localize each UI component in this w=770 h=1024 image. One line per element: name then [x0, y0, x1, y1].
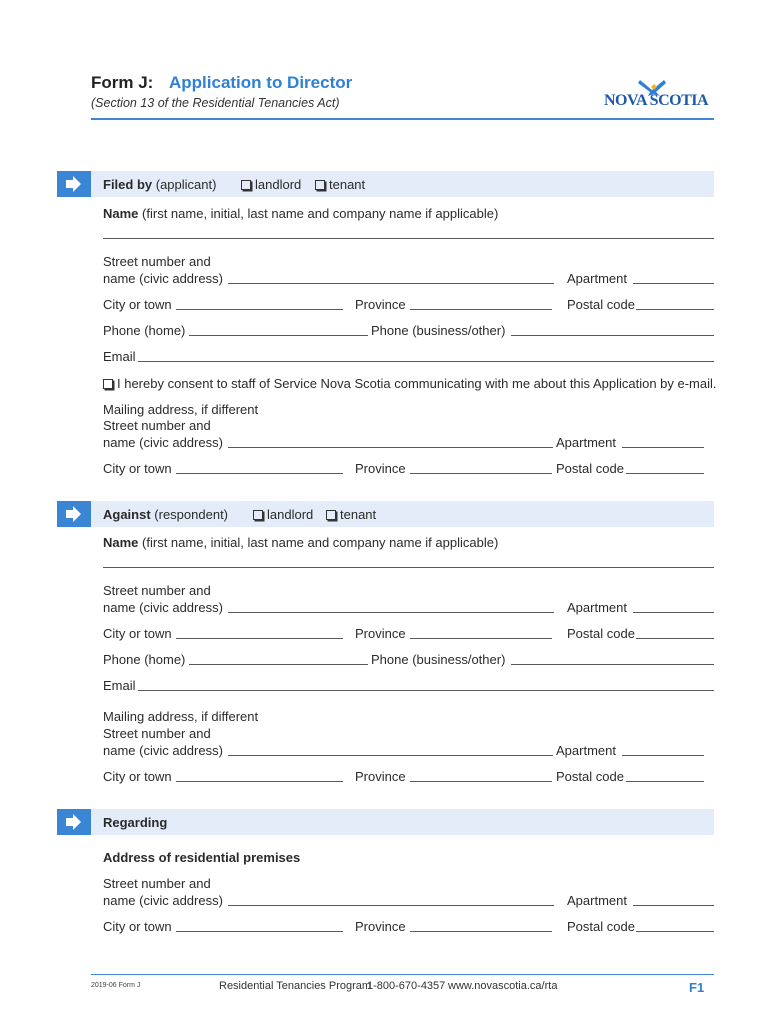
consent-option[interactable]: [103, 376, 717, 391]
mailing-postal-label: Postal code: [556, 461, 624, 476]
apartment-label: Apartment: [567, 600, 627, 615]
filed-by-name-field[interactable]: [103, 238, 714, 239]
street-label-line2: name (civic address): [103, 600, 223, 615]
against-email-field[interactable]: [138, 690, 714, 691]
postal-label: Postal code: [567, 919, 635, 934]
phone-home-label: Phone (home): [103, 323, 186, 338]
against-city-field[interactable]: [176, 638, 343, 639]
filed-by-tenant-label: tenant: [329, 177, 366, 192]
filed-by-label: Filed by: [103, 177, 153, 192]
mailing-street-label-line2: name (civic address): [103, 743, 223, 758]
against-tenant-label: tenant: [340, 507, 377, 522]
footer-program: Residential Tenancies Program: [219, 980, 372, 992]
apartment-label: Apartment: [567, 893, 627, 908]
against-street-field[interactable]: [228, 612, 554, 613]
filed-by-apartment-field[interactable]: [633, 283, 714, 284]
street-label-line1: Street number and: [103, 876, 211, 891]
mailing-street-label-line1: Street number and: [103, 418, 211, 433]
filed-by-mailing-city-field[interactable]: [176, 473, 343, 474]
against-heading: [103, 507, 228, 522]
against-mailing-city-field[interactable]: [176, 781, 343, 782]
mailing-label: Mailing address, if different: [103, 402, 259, 417]
province-label: Province: [355, 297, 406, 312]
mailing-street-label-line1: Street number and: [103, 726, 211, 741]
mailing-city-label: City or town: [103, 461, 172, 476]
filed-by-mailing-province-field[interactable]: [410, 473, 552, 474]
mailing-label: Mailing address, if different: [103, 709, 259, 724]
checkbox-icon[interactable]: [103, 379, 113, 389]
filed-by-city-field[interactable]: [176, 309, 343, 310]
section-band-regarding: [91, 809, 714, 835]
name-note: (first name, initial, last name and company name if applicable): [142, 206, 499, 221]
phone-business-label: Phone (business/other): [371, 323, 506, 338]
consent-text: I hereby consent to staff of Service Nova Scotia communicating with me about this Application by e-mail.: [117, 376, 717, 391]
section-marker: [57, 501, 91, 527]
filed-by-heading: [103, 177, 216, 192]
against-apartment-field[interactable]: [633, 612, 714, 613]
against-mailing-street-field[interactable]: [228, 755, 553, 756]
mailing-province-label: Province: [355, 461, 406, 476]
against-mailing-province-field[interactable]: [410, 781, 552, 782]
checkbox-icon[interactable]: [253, 510, 263, 520]
premises-province-field[interactable]: [410, 931, 552, 932]
name-note: (first name, initial, last name and company name if applicable): [142, 535, 499, 550]
against-phone-business-field[interactable]: [511, 664, 714, 665]
footer-website[interactable]: www.novascotia.ca/rta: [448, 980, 558, 992]
section-marker: [57, 171, 91, 197]
header-rule: [91, 118, 714, 120]
premises-street-field[interactable]: [228, 905, 554, 906]
against-tenant-option[interactable]: [326, 507, 376, 522]
against-province-field[interactable]: [410, 638, 552, 639]
checkbox-icon[interactable]: [326, 510, 336, 520]
phone-home-label: Phone (home): [103, 652, 186, 667]
filed-by-name-label: [103, 206, 498, 221]
filed-by-email-field[interactable]: [138, 361, 714, 362]
arrow-right-icon: [57, 809, 91, 835]
against-label: Against: [103, 507, 151, 522]
filed-by-landlord-option[interactable]: [241, 177, 301, 192]
nova-scotia-logo: [604, 78, 714, 110]
filed-by-mailing-postal-field[interactable]: [626, 473, 704, 474]
postal-label: Postal code: [567, 297, 635, 312]
name-label: Name: [103, 535, 139, 550]
filed-by-landlord-label: landlord: [255, 177, 302, 192]
logo-text: NOVA SCOTIA: [604, 92, 709, 109]
form-label: Form J:: [91, 73, 154, 92]
footer-rule: [91, 974, 714, 975]
form-title: Application to Director: [169, 73, 353, 92]
email-label: Email: [103, 678, 136, 693]
against-name-field[interactable]: [103, 567, 714, 568]
premises-city-field[interactable]: [176, 931, 343, 932]
apartment-label: Apartment: [567, 271, 627, 286]
filed-by-mailing-street-field[interactable]: [228, 447, 553, 448]
filed-by-phone-home-field[interactable]: [189, 335, 368, 336]
footer-form-code: 2019-06 Form J: [91, 982, 141, 989]
checkbox-icon[interactable]: [315, 180, 325, 190]
street-label-line1: Street number and: [103, 583, 211, 598]
postal-label: Postal code: [567, 626, 635, 641]
page-number: F1: [689, 980, 705, 995]
form-subtitle: (Section 13 of the Residential Tenancies Act): [91, 96, 340, 110]
mailing-province-label: Province: [355, 769, 406, 784]
regarding-heading: Regarding: [103, 815, 168, 830]
city-label: City or town: [103, 297, 172, 312]
footer-phone: 1-800-670-4357: [367, 980, 446, 992]
province-label: Province: [355, 626, 406, 641]
filed-by-tenant-option[interactable]: [315, 177, 365, 192]
filed-by-note: (applicant): [155, 177, 217, 192]
against-postal-field[interactable]: [636, 638, 714, 639]
street-label-line2: name (civic address): [103, 271, 223, 286]
against-name-label: [103, 535, 498, 550]
section-marker: [57, 809, 91, 835]
checkbox-icon[interactable]: [241, 180, 251, 190]
mailing-postal-label: Postal code: [556, 769, 624, 784]
filed-by-province-field[interactable]: [410, 309, 552, 310]
city-label: City or town: [103, 919, 172, 934]
street-label-line2: name (civic address): [103, 893, 223, 908]
name-label: Name: [103, 206, 139, 221]
filed-by-street-field[interactable]: [228, 283, 554, 284]
province-label: Province: [355, 919, 406, 934]
premises-heading: Address of residential premises: [103, 850, 301, 865]
against-mailing-postal-field[interactable]: [626, 781, 704, 782]
filed-by-phone-business-field[interactable]: [511, 335, 714, 336]
phone-business-label: Phone (business/other): [371, 652, 506, 667]
city-label: City or town: [103, 626, 172, 641]
street-label-line1: Street number and: [103, 254, 211, 269]
arrow-right-icon: [57, 171, 91, 197]
filed-by-mailing-apartment-field[interactable]: [622, 447, 704, 448]
against-note: (respondent): [154, 507, 229, 522]
mailing-apartment-label: Apartment: [556, 743, 616, 758]
arrow-right-icon: [57, 501, 91, 527]
premises-apartment-field[interactable]: [633, 905, 714, 906]
filed-by-postal-field[interactable]: [636, 309, 714, 310]
mailing-apartment-label: Apartment: [556, 435, 616, 450]
mailing-street-label-line2: name (civic address): [103, 435, 223, 450]
email-label: Email: [103, 349, 136, 364]
against-phone-home-field[interactable]: [189, 664, 368, 665]
against-landlord-label: landlord: [267, 507, 314, 522]
premises-postal-field[interactable]: [636, 931, 714, 932]
mailing-city-label: City or town: [103, 769, 172, 784]
against-mailing-apartment-field[interactable]: [622, 755, 704, 756]
against-landlord-option[interactable]: [253, 507, 313, 522]
